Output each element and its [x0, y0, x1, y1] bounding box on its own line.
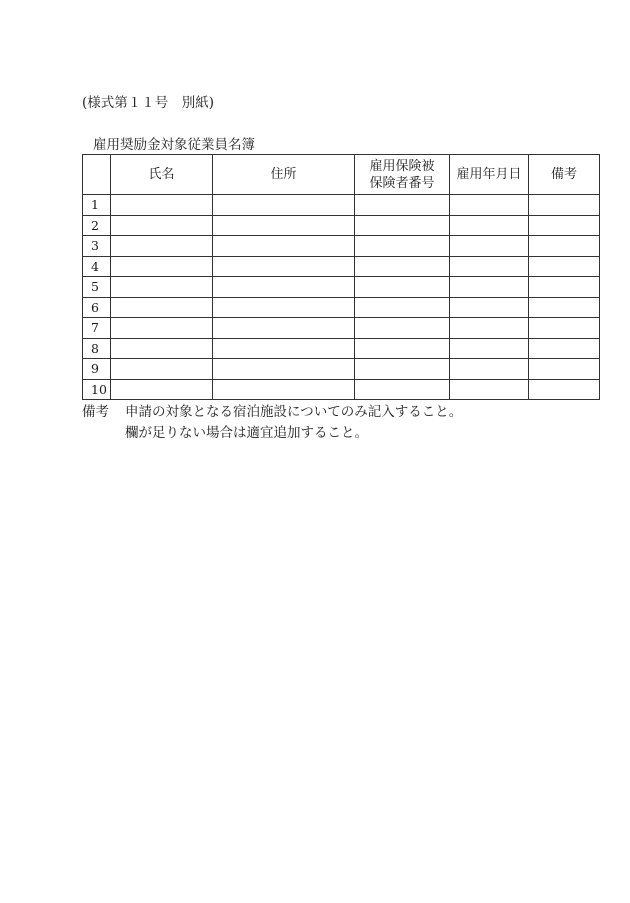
- name-cell: [111, 256, 213, 277]
- address-cell: [213, 195, 355, 216]
- address-cell: [213, 256, 355, 277]
- employee-roster-table: [82, 154, 600, 400]
- insurance-number-cell: [355, 195, 450, 216]
- note-line: 申請の対象となる宿泊施設についてのみ記入すること。: [125, 404, 463, 420]
- table-row: [83, 195, 600, 216]
- hire-date-cell: [450, 338, 529, 359]
- notes-indent: [82, 423, 125, 444]
- name-cell: [111, 318, 213, 339]
- name-cell: [111, 379, 213, 400]
- hire-date-cell: [450, 379, 529, 400]
- header-cell-insurance-number: 雇用保険被保険者番号: [355, 155, 450, 195]
- name-cell: [111, 359, 213, 380]
- remarks-cell: [529, 256, 600, 277]
- table-body: [83, 195, 600, 400]
- header-cell-hire-date: 雇用年月日: [450, 155, 529, 195]
- hire-date-cell: [450, 297, 529, 318]
- address-cell: [213, 359, 355, 380]
- remarks-cell: [529, 277, 600, 298]
- address-cell: [213, 236, 355, 257]
- insurance-number-cell: [355, 297, 450, 318]
- note-line: 欄が足りない場合は適宜追加すること。: [125, 425, 368, 441]
- table-row: [83, 236, 600, 257]
- row-number-cell: 1: [83, 195, 111, 216]
- notes-heading: 備考: [82, 404, 109, 420]
- document-title: 雇用奨励金対象従業員名簿: [93, 137, 255, 153]
- notes-block: [82, 402, 462, 444]
- address-cell: [213, 215, 355, 236]
- remarks-cell: [529, 318, 600, 339]
- name-cell: [111, 195, 213, 216]
- table-row: [83, 215, 600, 236]
- row-number-cell: 5: [83, 277, 111, 298]
- name-cell: [111, 236, 213, 257]
- address-cell: [213, 297, 355, 318]
- hire-date-cell: [450, 236, 529, 257]
- row-number-cell: 2: [83, 215, 111, 236]
- table-row: [83, 256, 600, 277]
- hire-date-cell: [450, 215, 529, 236]
- row-number-cell: 6: [83, 297, 111, 318]
- table-row: [83, 318, 600, 339]
- insurance-number-cell: [355, 359, 450, 380]
- hire-date-cell: [450, 277, 529, 298]
- hire-date-cell: [450, 256, 529, 277]
- name-cell: [111, 297, 213, 318]
- insurance-number-cell: [355, 256, 450, 277]
- name-cell: [111, 338, 213, 359]
- hire-date-cell: [450, 195, 529, 216]
- remarks-cell: [529, 236, 600, 257]
- insurance-number-cell: [355, 338, 450, 359]
- form-number-label: (様式第１１号 別紙): [82, 95, 215, 111]
- insurance-number-cell: [355, 236, 450, 257]
- insurance-number-cell: [355, 215, 450, 236]
- address-cell: [213, 338, 355, 359]
- remarks-cell: [529, 379, 600, 400]
- table-header-row: [83, 155, 600, 195]
- insurance-number-cell: [355, 318, 450, 339]
- insurance-number-cell: [355, 277, 450, 298]
- table-row: [83, 359, 600, 380]
- row-number-cell: 4: [83, 256, 111, 277]
- remarks-cell: [529, 338, 600, 359]
- row-number-cell: 8: [83, 338, 111, 359]
- row-number-cell: 3: [83, 236, 111, 257]
- header-cell-number: [83, 155, 111, 195]
- address-cell: [213, 277, 355, 298]
- table-row: [83, 379, 600, 400]
- row-number-cell: 10: [83, 379, 111, 400]
- remarks-cell: [529, 215, 600, 236]
- hire-date-cell: [450, 318, 529, 339]
- note-row: [82, 423, 462, 444]
- header-cell-remarks: 備考: [529, 155, 600, 195]
- address-cell: [213, 318, 355, 339]
- row-number-cell: 7: [83, 318, 111, 339]
- name-cell: [111, 215, 213, 236]
- address-cell: [213, 379, 355, 400]
- remarks-cell: [529, 359, 600, 380]
- note-row: [82, 402, 462, 423]
- name-cell: [111, 277, 213, 298]
- hire-date-cell: [450, 359, 529, 380]
- remarks-cell: [529, 195, 600, 216]
- table-row: [83, 297, 600, 318]
- remarks-cell: [529, 297, 600, 318]
- header-cell-address: 住所: [213, 155, 355, 195]
- row-number-cell: 9: [83, 359, 111, 380]
- table-row: [83, 338, 600, 359]
- table-row: [83, 277, 600, 298]
- header-cell-name: 氏名: [111, 155, 213, 195]
- insurance-number-cell: [355, 379, 450, 400]
